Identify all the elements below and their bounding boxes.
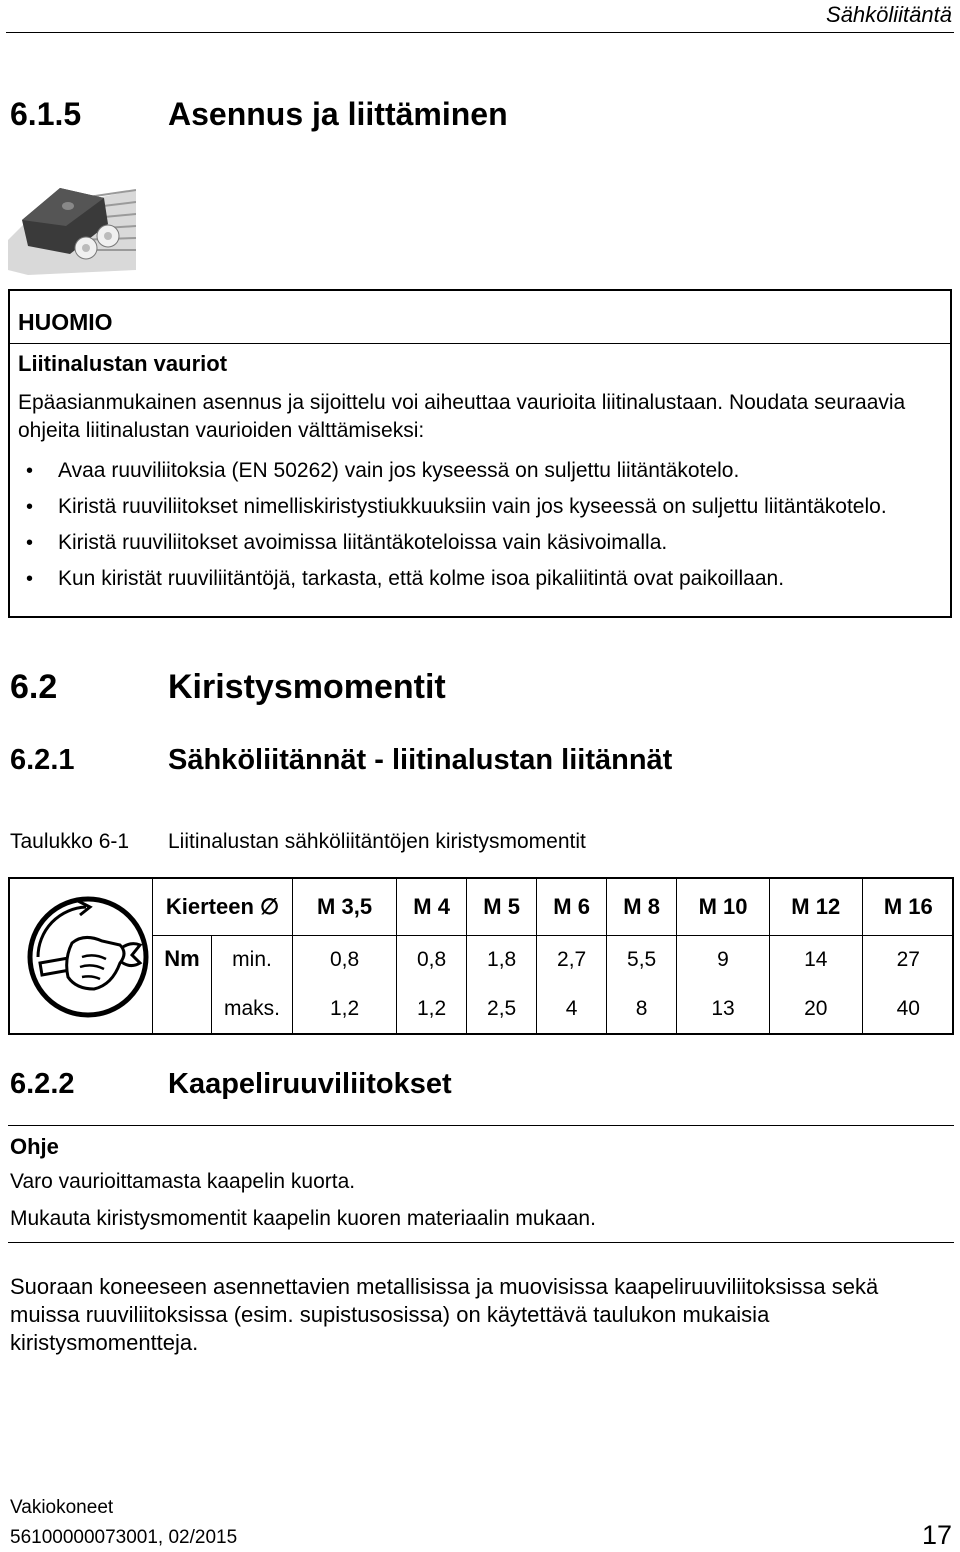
row-label: min. — [212, 935, 293, 984]
heading-6-2-1 — [10, 744, 910, 780]
notice-bullet: • Avaa ruuviliitoksia (EN 50262) vain jos kyseessä on suljettu liitäntäkotelo. — [10, 457, 940, 485]
heading-6-2-2 — [10, 1068, 910, 1104]
torque-value: 2,7 — [537, 935, 607, 984]
heading-title: Asennus ja liittäminen — [168, 96, 508, 132]
footer-company: Vakiokoneet — [10, 1497, 114, 1518]
body-paragraph: Suoraan koneeseen asennettavien metallisissa ja muovisissa kaapeliruuviliitoksissa sekä muissa ruuviliitoksissa (esim. supistusosissa) on käytettävä taulukon mukaisia kiristysmomentteja. — [10, 1274, 879, 1355]
notice-paragraph: Epäasianmukainen asennus ja sijoittelu voi aiheuttaa vaurioita liitinalustaan. Noudata seuraavia ohjeita liitinalustan vaurioiden välttämiseksi: — [18, 391, 906, 442]
torque-value: 9 — [677, 935, 770, 984]
torque-table-box — [8, 877, 954, 1035]
heading-6-1-5 — [10, 96, 910, 136]
heading-number: 6.2 — [10, 668, 58, 706]
notice-subtitle: Liitinalustan vauriot — [18, 351, 228, 376]
page-number: 17 — [921, 1520, 952, 1550]
heading-title: Sähköliitännät - liitinalustan liitännät — [168, 744, 673, 776]
torque-value: 1,8 — [467, 935, 537, 984]
heading-title: Kiristysmomentit — [168, 668, 446, 706]
notice-bullet: • Kiristä ruuviliitokset avoimissa liitäntäkoteloissa vain käsivoimalla. — [10, 529, 940, 557]
notice-label: HUOMIO — [18, 309, 113, 335]
notice-bullet: • Kiristä ruuviliitokset nimelliskiristystiukkuuksiin vain jos kyseessä on suljettu liitäntäkotelo. — [10, 493, 940, 521]
torque-table — [152, 879, 954, 1033]
torque-value: 27 — [862, 935, 954, 984]
notice-bullet-list — [10, 457, 940, 601]
heading-number: 6.2.1 — [10, 744, 75, 776]
torque-value: 40 — [862, 984, 954, 1033]
thread-size: M 5 — [467, 879, 537, 935]
torque-value: 14 — [769, 935, 862, 984]
table-caption — [10, 830, 910, 858]
row-label: maks. — [212, 984, 293, 1033]
torque-value: 1,2 — [293, 984, 397, 1033]
thread-size: M 16 — [862, 879, 954, 935]
thread-size: M 6 — [537, 879, 607, 935]
notice-box — [8, 289, 952, 618]
thread-size: M 12 — [769, 879, 862, 935]
torque-value: 13 — [677, 984, 770, 1033]
torque-row-min — [153, 935, 955, 984]
wrench-hand-icon — [24, 893, 152, 1021]
unit-label: Nm — [153, 935, 212, 1033]
heading-6-2 — [10, 668, 910, 708]
ohje-title: Ohje — [10, 1134, 59, 1159]
torque-header-row — [153, 879, 955, 935]
torque-value: 0,8 — [397, 935, 467, 984]
notice-title-row — [10, 291, 950, 344]
heading-title: Kaapeliruuviliitokset — [168, 1068, 452, 1100]
footer-doc-id: 56100000073001, 02/2015 — [10, 1527, 238, 1548]
ohje-bottom-rule — [8, 1242, 954, 1243]
torque-value: 0,8 — [293, 935, 397, 984]
thread-diameter-header: Kierteen ∅ — [153, 879, 293, 935]
torque-value: 8 — [607, 984, 677, 1033]
torque-value: 2,5 — [467, 984, 537, 1033]
thread-size: M 8 — [607, 879, 677, 935]
thread-size: M 10 — [677, 879, 770, 935]
notice-bullet: • Kun kiristät ruuviliitäntöjä, tarkasta, että kolme isoa pikaliitintä ovat paikoillaan. — [10, 565, 940, 593]
thread-size: M 4 — [397, 879, 467, 935]
torque-value: 4 — [537, 984, 607, 1033]
table-caption-label: Taulukko 6-1 — [10, 830, 130, 853]
torque-row-max — [153, 984, 955, 1033]
thread-size: M 3,5 — [293, 879, 397, 935]
heading-number: 6.1.5 — [10, 96, 82, 132]
terminal-board-image — [8, 180, 136, 275]
heading-number: 6.2.2 — [10, 1068, 75, 1100]
ohje-top-rule — [8, 1125, 954, 1126]
torque-value: 5,5 — [607, 935, 677, 984]
ohje-line: Mukauta kiristysmomentit kaapelin kuoren materiaalin mukaan. — [10, 1207, 596, 1230]
torque-value: 20 — [769, 984, 862, 1033]
ohje-line: Varo vaurioittamasta kaapelin kuorta. — [10, 1170, 356, 1193]
torque-value: 1,2 — [397, 984, 467, 1033]
table-caption-title: Liitinalustan sähköliitäntöjen kiristysmomentit — [168, 830, 586, 853]
header-rule — [6, 32, 954, 33]
running-header: Sähköliitäntä — [826, 2, 952, 27]
